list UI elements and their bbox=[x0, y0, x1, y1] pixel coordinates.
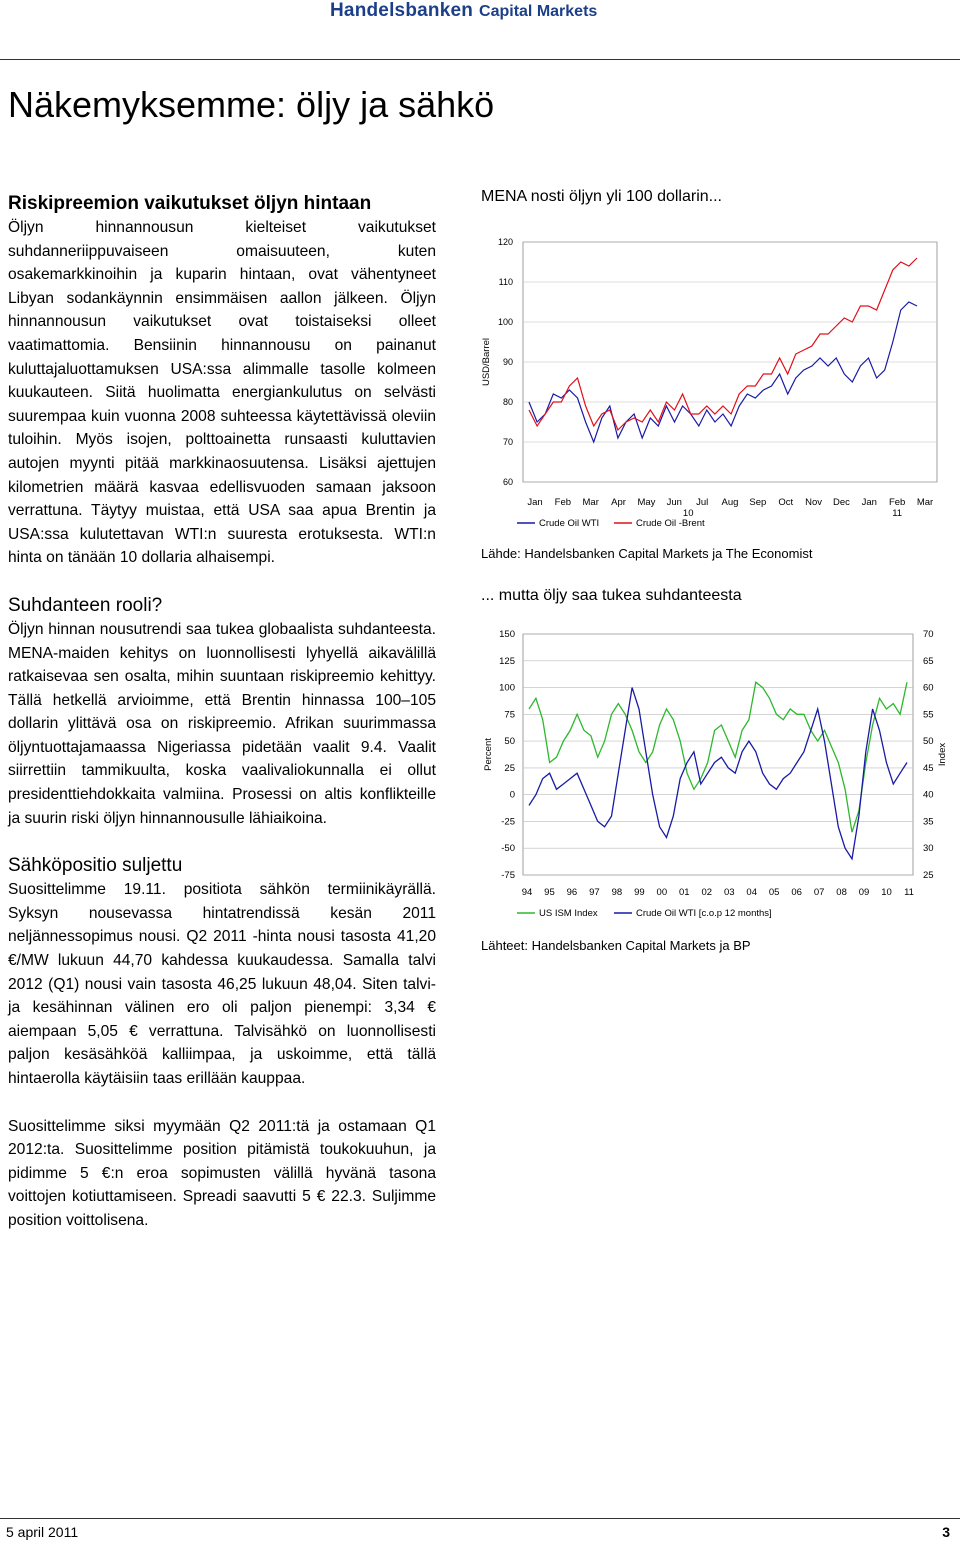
chart1-year-label: 11 bbox=[892, 508, 903, 519]
chart1-xtick-label: Sep bbox=[749, 497, 767, 508]
chart1-xtick-label: May bbox=[637, 497, 656, 508]
article-body bbox=[8, 192, 436, 1233]
chart2-title: ... mutta öljy saa tukea suhdanteesta bbox=[481, 587, 742, 604]
chart2-ytick-right-label: 65 bbox=[923, 655, 934, 667]
chart1-xtick-label: Oct bbox=[778, 497, 794, 508]
chart2-series-line bbox=[529, 688, 907, 859]
chart1-ytick-label: 100 bbox=[497, 317, 513, 327]
chart1-ylabel: USD/Barrel bbox=[481, 337, 492, 387]
chart1-xtick-label: Apr bbox=[611, 497, 626, 508]
page-number: 3 bbox=[942, 1524, 950, 1540]
chart1-ytick-label: 110 bbox=[498, 277, 513, 287]
chart2-ytick-left-label: -75 bbox=[501, 870, 515, 881]
chart2-ytick-left-label: 150 bbox=[499, 629, 515, 640]
chart2-xtick-label: 00 bbox=[656, 887, 668, 898]
chart2-xtick-label: 97 bbox=[589, 887, 600, 898]
chart2-series-line bbox=[529, 682, 907, 832]
chart1-ytick-label: 120 bbox=[497, 237, 513, 247]
chart2-ylabel-right: Index bbox=[937, 742, 948, 767]
chart1-xtick-label: Dec bbox=[832, 497, 850, 508]
chart2-ytick-left-label: 50 bbox=[504, 736, 515, 748]
chart1-xtick-label: Mar bbox=[582, 497, 599, 508]
chart2-ylabel-left: Percent bbox=[483, 738, 494, 771]
chart2-xtick-label: 98 bbox=[611, 887, 623, 898]
chart2-ytick-left-label: -50 bbox=[501, 843, 515, 855]
chart2-xtick-label: 07 bbox=[813, 887, 825, 898]
chart1-legend-label: Crude Oil -Brent bbox=[636, 518, 705, 529]
chart1-ytick-label: 60 bbox=[502, 477, 513, 487]
chart2-ytick-right-label: 35 bbox=[923, 816, 934, 828]
chart1-xtick-label: Feb bbox=[554, 497, 572, 508]
chart1-title: MENA nosti öljyn yli 100 dollarin... bbox=[481, 188, 722, 205]
chart2-ytick-right-label: 45 bbox=[923, 762, 934, 774]
chart2-ytick-right-label: 60 bbox=[923, 682, 934, 694]
chart1-legend-label: Crude Oil WTI bbox=[539, 518, 600, 529]
chart2-xtick-label: 02 bbox=[701, 887, 713, 898]
chart2-ytick-right-label: 25 bbox=[923, 870, 934, 881]
chart1-xtick-label: Jan bbox=[527, 497, 543, 508]
chart2-xtick-label: 10 bbox=[881, 887, 892, 898]
chart1-xtick-label: Feb bbox=[888, 497, 906, 508]
chart2-ytick-left-label: 100 bbox=[499, 682, 515, 694]
chart1-series-line bbox=[529, 258, 917, 430]
top-divider bbox=[0, 59, 960, 60]
chart2-ytick-right-label: 40 bbox=[923, 789, 934, 801]
chart1-xtick-label: Aug bbox=[721, 497, 739, 508]
chart1-year-label: 10 bbox=[682, 508, 694, 519]
logo-sub: Capital Markets bbox=[479, 3, 598, 20]
chart2-xtick-label: 09 bbox=[858, 887, 870, 898]
chart2-xtick-label: 95 bbox=[544, 887, 555, 898]
chart2-ytick-left-label: 25 bbox=[504, 762, 515, 774]
chart2-xtick-label: 96 bbox=[566, 887, 578, 898]
chart2-legend-label: US ISM Index bbox=[539, 908, 598, 919]
section-heading-cycle: Suhdanteen rooli? bbox=[8, 594, 163, 616]
chart2-ytick-right-label: 50 bbox=[923, 736, 934, 748]
chart2-plot-frame bbox=[523, 634, 913, 875]
chart2-legend-label: Crude Oil WTI [c.o.p 12 months] bbox=[636, 908, 772, 919]
section-heading-power: Sähköpositio suljettu bbox=[8, 855, 183, 877]
chart2-xtick-label: 11 bbox=[904, 887, 914, 898]
oil-price-chart bbox=[481, 208, 951, 533]
chart2-ytick-left-label: 125 bbox=[499, 655, 515, 667]
chart2-xtick-label: 06 bbox=[791, 887, 802, 898]
chart2-ytick-left-label: 0 bbox=[509, 789, 515, 801]
chart2-xtick-label: 94 bbox=[521, 887, 533, 898]
section-heading-risk: Riskipreemion vaikutukset öljyn hintaan bbox=[8, 193, 372, 214]
chart2-source: Lähteet: Handelsbanken Capital Markets ja BP bbox=[481, 938, 751, 953]
chart1-series-line bbox=[529, 302, 917, 442]
chart1-xtick-label: Jul bbox=[696, 497, 709, 508]
chart1-ytick-label: 80 bbox=[502, 397, 513, 407]
chart2-xtick-label: 08 bbox=[836, 887, 847, 898]
logo-main: Handelsbanken bbox=[330, 0, 474, 21]
section-text-power-1: Suosittelimme 19.11. positiota sähkön termiinikäyrällä. Syksyn nousevassa hintatrendissä kesän 2011 neljännessopimus nousi. Q2 2011 -hinta nousi tasosta 41,20 €/MW lukuun 44,70 kahdessa kuukaudessa. Samalla talvi 2012 (Q1) nousi vain tasosta 46,25 lukuun 48,04. Siten talvi- ja kesähinnan välinen ero oli paljon pienempi: 3,34 € aiempaan 5,05 € verrattuna. Talvisähkö on luonnollisesti paljon kesäsähköä kalliimpaa, ja uskoimme, että tällä hintaerolla käytäisiin taas erillään kauppaa. bbox=[8, 881, 436, 1087]
chart2-ytick-left-label: -25 bbox=[501, 816, 515, 828]
footer-date: 5 april 2011 bbox=[6, 1524, 79, 1540]
chart2-ytick-right-label: 30 bbox=[923, 843, 934, 855]
chart1-xtick-label: Jan bbox=[861, 497, 877, 508]
chart2-xtick-label: 01 bbox=[679, 887, 690, 898]
bottom-divider bbox=[0, 1518, 960, 1519]
chart2-ytick-left-label: 75 bbox=[504, 709, 515, 721]
chart2-xtick-label: 04 bbox=[746, 887, 757, 898]
chart1-xtick-label: Nov bbox=[805, 497, 823, 508]
section-text-power-2: Suosittelimme siksi myymään Q2 2011:tä ja ostamaan Q1 2012:ta. Suosittelimme position pitämistä toukokuuhun, ja pidimme 5 €:n eroa sopimusten välillä hyvänä tasona voittojen kotiuttamiseen. Spreadi saavutti 5 € 22.3. Suljimme position voittolisena. bbox=[8, 1117, 436, 1229]
chart1-xtick-label: Jun bbox=[666, 497, 682, 508]
chart2-xtick-label: 03 bbox=[723, 887, 735, 898]
charts-column bbox=[481, 186, 951, 953]
chart1-ytick-label: 70 bbox=[502, 437, 513, 447]
oil-cycle-chart bbox=[481, 607, 951, 927]
chart2-ytick-right-label: 70 bbox=[923, 629, 934, 640]
section-text-cycle: Öljyn hinnan nousutrendi saa tukea globaalista suhdanteesta. MENA-maiden kehitys on luonnollisesti lyhyellä aikavälillä ratkaisevaa sen osalta, mihin suuntaan riskipreemio kehittyy. Tällä hetkellä arvioimme, että Brentin hinnassa 100–105 dollarin ylittävä osa on riskipreemio. Afrikan suurimmassa öljyntuottajamaassa Nigeriassa pidetään vaalit 9.4. Vaalit siirrettiin tammikuulta, koska vaalivaliokunnalla ei ollut presidenttiehdokkaita valmiina. Prosessi on altis konflikteille ja suurin riski öljyn hinnannousulle lähiaikoina. bbox=[8, 620, 436, 827]
section-text-risk: Öljyn hinnannousun kielteiset vaikutukset suhdanneriippuvaiseen omaisuuteen, kuten osakemarkkinoihin ja kuparin hintaan, ovat vähentyneet Libyan sodankäynnin ensimmäisen aallon jälkeen. Öljyn hinnannousun vaikutukset ovat toistaiseksi olleet vaatimattomia. Bensiinin hinnannousu on painanut kuluttajaluottamuksen USA:ssa alimmalle tasolle kolmeen kuukauteen. Siitä huolimatta energiankulutus on selvästi suurempaa kuin vuonna 2008 suhteessa käytettävissä oleviin tuloihin. Myös isojen, polttoainetta runsaasti kuluttavien autojen myynti pitää markkinaosuutensa. Lisäksi ajettujen kilometrien määrä kasvaa edellisvuoden samaan jaksoon verrattuna. Täytyy muistaa, että USA saa apua Brentin ja USA:ssa kulutettavan WTI:n suuresta erotuksesta. WTI:n hinta on tänään 10 dollaria alhaisempi. bbox=[8, 219, 436, 567]
chart1-xtick-label: Mar bbox=[916, 497, 934, 508]
page-title: Näkemyksemme: öljy ja sähkö bbox=[8, 84, 495, 125]
logo bbox=[330, 0, 630, 26]
chart2-xtick-label: 99 bbox=[634, 887, 645, 898]
chart2-ytick-right-label: 55 bbox=[923, 709, 934, 721]
chart1-source: Lähde: Handelsbanken Capital Markets ja The Economist bbox=[481, 546, 813, 561]
chart1-ytick-label: 90 bbox=[502, 357, 513, 367]
chart2-xtick-label: 05 bbox=[768, 887, 780, 898]
